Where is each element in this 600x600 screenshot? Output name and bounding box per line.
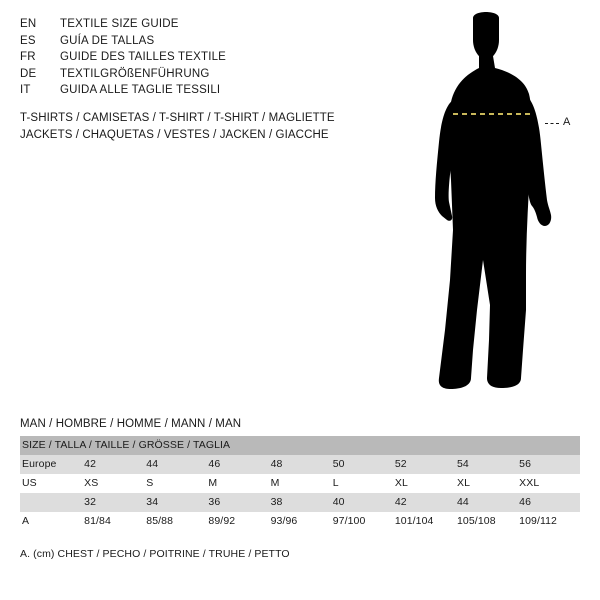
cell: 109/112 bbox=[517, 512, 580, 531]
cell: 105/108 bbox=[455, 512, 517, 531]
cell: 34 bbox=[144, 493, 206, 512]
table-row bbox=[20, 474, 580, 493]
size-table-block bbox=[20, 418, 580, 531]
language-text: TEXTILGRÖßENFÜHRUNG bbox=[60, 67, 210, 80]
cell: 32 bbox=[82, 493, 144, 512]
language-row bbox=[20, 49, 350, 66]
language-code: IT bbox=[20, 84, 31, 96]
size-table bbox=[20, 436, 580, 531]
cell: 54 bbox=[455, 455, 517, 474]
table-title: MAN / HOMBRE / HOMME / MANN / MAN bbox=[20, 418, 242, 430]
cell: 81/84 bbox=[82, 512, 144, 531]
cell: 44 bbox=[455, 493, 517, 512]
male-silhouette-figure bbox=[395, 10, 595, 400]
language-row bbox=[20, 16, 350, 33]
row-label: A bbox=[20, 512, 82, 531]
cell: 44 bbox=[144, 455, 206, 474]
table-header-row bbox=[20, 436, 580, 455]
cell: 42 bbox=[82, 455, 144, 474]
cell: M bbox=[206, 474, 268, 493]
cell: XXL bbox=[517, 474, 580, 493]
table-header-label: SIZE / TALLA / TAILLE / GRÖSSE / TAGLIA bbox=[20, 436, 580, 455]
cell: 97/100 bbox=[331, 512, 393, 531]
measure-label-a: A bbox=[563, 116, 571, 128]
language-text: GUÍA DE TALLAS bbox=[60, 34, 155, 47]
language-row bbox=[20, 82, 350, 99]
cell: 46 bbox=[517, 493, 580, 512]
language-code: ES bbox=[20, 34, 36, 47]
language-text: GUIDE DES TAILLES TEXTILE bbox=[60, 51, 227, 63]
language-row bbox=[20, 66, 350, 83]
cell: 40 bbox=[331, 493, 393, 512]
cell: 101/104 bbox=[393, 512, 455, 531]
silhouette-svg bbox=[395, 10, 595, 400]
row-label: Europe bbox=[20, 455, 82, 474]
language-code: FR bbox=[20, 51, 36, 63]
cell: 93/96 bbox=[269, 512, 331, 531]
language-row bbox=[20, 33, 350, 50]
footnote-chest-measure: A. (cm) CHEST / PECHO / POITRINE / TRUHE / PETTO bbox=[20, 548, 290, 560]
table-row bbox=[20, 455, 580, 474]
table-row bbox=[20, 512, 580, 531]
language-text: TEXTILE SIZE GUIDE bbox=[60, 18, 179, 30]
row-label: US bbox=[20, 474, 82, 493]
garment-category-list bbox=[20, 110, 380, 144]
cell: 89/92 bbox=[206, 512, 268, 531]
cell: XL bbox=[393, 474, 455, 493]
table-row bbox=[20, 493, 580, 512]
cell: 50 bbox=[331, 455, 393, 474]
language-code: DE bbox=[20, 67, 37, 80]
cell: 42 bbox=[393, 493, 455, 512]
cell: 36 bbox=[206, 493, 268, 512]
cell: 46 bbox=[206, 455, 268, 474]
category-jackets: JACKETS / CHAQUETAS / VESTES / JACKEN / GIACCHE bbox=[20, 129, 329, 141]
cell: 48 bbox=[269, 455, 331, 474]
cell: L bbox=[331, 474, 393, 493]
language-code: EN bbox=[20, 18, 37, 30]
language-text: GUIDA ALLE TAGLIE TESSILI bbox=[60, 84, 221, 96]
cell: M bbox=[269, 474, 331, 493]
row-label bbox=[20, 493, 82, 512]
category-tshirts: T-SHIRTS / CAMISETAS / T-SHIRT / T-SHIRT / MAGLIETTE bbox=[20, 112, 335, 124]
cell: 85/88 bbox=[144, 512, 206, 531]
cell: S bbox=[144, 474, 206, 493]
language-list bbox=[20, 16, 350, 99]
cell: 56 bbox=[517, 455, 580, 474]
cell: 38 bbox=[269, 493, 331, 512]
cell: XL bbox=[455, 474, 517, 493]
cell: 52 bbox=[393, 455, 455, 474]
cell: XS bbox=[82, 474, 144, 493]
measure-leader-line bbox=[545, 123, 559, 124]
